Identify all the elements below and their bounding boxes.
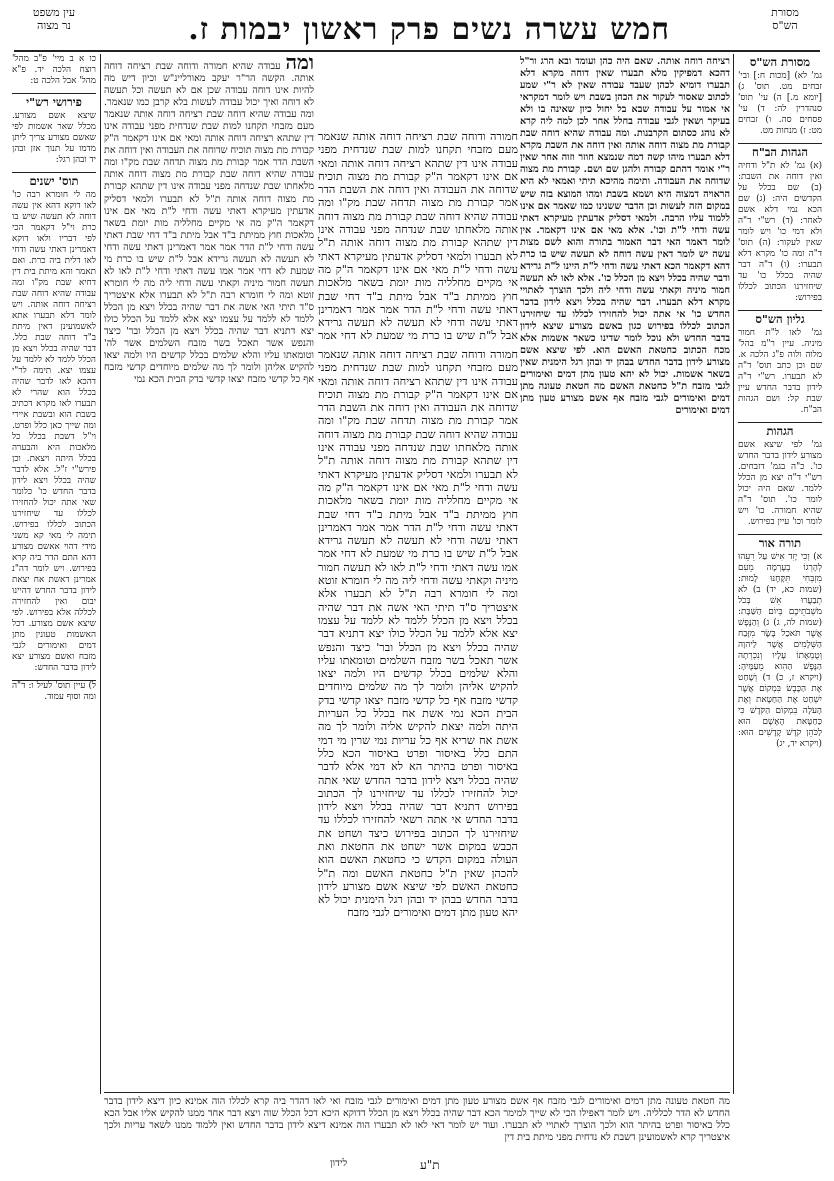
page-marker: ת"ע <box>420 1158 440 1172</box>
torah-or-text: א) וְכִי יָזִד אִישׁ עַל רֵעֵהוּ לְהָרְגוֹ בְעָרְמָה מֵעִם מִזְבְּחִי תִּקָּחֶנּוּ לָמוּת: (שמות כא, יד) ב) לֹא תְבַעֲרוּ אֵשׁ בְּכֹל מֹשְׁבֹתֵיכֶם בְּיוֹם הַשַּׁבָּת: (שמות לה, ג) ג) וְהַנֶּפֶשׁ אֲשֶׁר תֹּאכַל בָּשָׂר מִזֶּבַח הַשְּׁלָמִים אֲשֶׁר לַיהוָה וְטֻמְאָתוֹ עָלָיו וְנִכְרְתָה הַנֶּפֶשׁ הַהִוא מֵעַמֶּיהָ: (ויקרא ז, כ) ד) וְשָׁחַט אֶת הַכֶּבֶשׂ בִּמְקוֹם אֲשֶׁר יִשְׁחַט אֶת הַחַטָּאת וְאֶת הָעֹלָה בִּמְקוֹם הַקֹּדֶשׁ כִּי כַּחַטָּאת הָאָשָׁם הוּא לַכֹּהֵן קֹדֶשׁ קָדָשִׁים הוּא: (ויקרא יד, יג) <box>738 552 822 749</box>
hagahot-text: גמ' לפי שיצא אשם מצורע לידון בדבר החדש כו'. כ"ה בגמ' דזבחים. רש"י ד"ה יצא מן הכלל ללמד. שאם היה יכול לומר כו'. תוס' ד"ה שהיא חמורה. כו' ויש לומר וכו' עיין בפירוש. <box>738 440 822 527</box>
right-margin-rule <box>733 54 734 1094</box>
page-title: חמש עשרה נשים פרק ראשון יבמות ז. <box>188 12 670 47</box>
masoret-label: מסורת הש"ס <box>771 6 799 32</box>
rashi-short-text: שיצא אשם מצורע. מכלל שאר אשמות לפי שאשם מצורע צריך ליתן מדמו על תנוך אזן ובהן יד ובהן רגל: <box>12 111 96 165</box>
catchword: לידון <box>330 1158 348 1169</box>
bottom-rule <box>104 1092 730 1093</box>
rashi-text: עבודה שהיא חמורה ודוחה שבת רציחה דוחה אותה. הקשה הר"ר יעקב מאורליינ"ש וכיון דיש מה להיות אינו דוחה עבודה שכן אם לא תעשה וכל תעשה לא דוחה ואיך יכול עבודה לעשות בלא קרבן כמו שנאמר. ומה עבודה שהיא דוחה שבת רציחה דוחה אותה שנאמר מעם מזבחי תקחנו למות שבת שנדחית מפני עבודה אינו דין שתהא רציחה דוחה אותה ומאי אם אינו דקאמר ה"ק קבורת מת מצוה תוכיח שדוחה את העבודה ואין דוחה את השבת הדר אמר קבורת מת מצוה תדחה שבת מק"ו ומה עבודה שהיא דוחה שבת קבורת מת מצוה דוחה אותה מלאחתו שבת שנדחה מפני עבודה אינו דין שתהא קבורת מת מצוה דוחה אותה ת"ל לא תבערו ולמאי דסליק אדעתין מעיקרא דאתי עשה ודחי ל"ת מאי אם אינו דקאמר ה"ק מה אי מקיים מחלליה מות יומת בשאר מלאכות חוץ ממיתת ב"ד אבל מיתת ב"ד דחי שבת דאתי עשה ודחי ל"ת הדר אמר אמר דאמרינן דאתי עשה ודחי לא תעשה לא תעשה גרידא אבל ל"ת שיש בו כרת מי שמעת לא דחי אמר אמו עשה דאתי ודחי ל"ת לאו לא תעשה חמור מיניה וקאתי עשה ודחי ליה מה לי חומרא זוטא ומה לי חומרא רבה ת"ל לא תבערו אלא איצטריך ס"ד תיתי האי אשה את דבר שהיה בכלל ויצא מן הכלל ללמד לא ללמד על עצמו יצא אלא ללמד על הכלל כולו יצא דתניא דבר שהיה בכלל ויצא מן הכלל ובר' כיצד והנפש אשר תאכל בשר מזבח השלמים אשר לה' וטומאתו עליו והלא שלמים בכלל קדשים היו ולמה יצאו להקיש אליהן ולומר לך מה שלמים מיוחדים קדשי מזבח אף כל קדשי מזבח יצאו קדשי בדק הבית הכא נמי <box>104 61 314 386</box>
torah-or-heading: תורה אור <box>758 536 802 550</box>
page-header <box>14 6 820 52</box>
gilyon-heading: גליון הש"ס <box>755 312 805 326</box>
tosafot-text: רציחה דוחה אותה. שאם היה כהן ועומד ובא הרג ור"ל דהכא דמפיקין מלא תבערו שאין דוחה מקרא דלא תבערו דומיא לכהן שעבד עבודה שאין לא ר"י שמע לכתוב שאסור לעקור את הכהן בשבת ויש לומר דמקראי אי אמור על עבודה שבא בל יחול כיון שאינה בו ולא בעיקר ושאין לגבי עבודה בחלל אחר לכן למה ליה קרא לא נוהג כסתום הקרבנות. ומה עבודה שהיא דוחה שבת קבורת מת מצוה דוחה אותה ואין דוחה את השבת מקרא דלא תבערו מיהו קשה דמה שנמצא חוזר וזוה אחר שאין ר"י אומר דהתם קבורה ולהגן שם ושם. קבורת מת מצוה שדוחה את העבודה. ותימה מהיכא תיתי ואמאי לא היא הראויה דמצוה היא ושמא בשבת ומהו המוצא בזה שיש במקום הזה לעשות וכן הדבר ששנינו כמו שאמר אם אינו ללמוד עליו הרבה. ולמאי דסליק אדעתין מעיקרא דאתי עשה ודחי ל"ת וכו'. אלא מאי אם אינו דקאמר. אין לומר דאמר האי דבר האמור בתורה והוא לשם מצות עשה יש לומר דאין עשה דוחה לא תעשה שיש בו כרת דהא דקאמר הכא דאתי עשה ודחי ל"ת היינו ל"ת גרידא ודבר שהיה בכלל ויצא מן הכלל כו'. אלא לאו לא תעשה חמור מיניה וקאתי עשה ודחי ליה ולכך הוצרך לאתויי מקרא דלא תבערו. דבר שהיה בכלל ויצא לידון בדבר החדש כו' אי אתה יכול להחזירו לכללו עד שיחזירנו הכתוב לכללו בפירוש כגון באשם מצורע שיצא לידון בדבר החדש ולא נוכל לומר שדינו כשאר אשמות אלא מכח הכתוב כחטאת האשם הוא. לפי שיצא אשם מצורע לידון בדבר החדש בבהן יד ובהן רגל הימנית שאין בשאר אשמות. יכול לא יהא טעון מתן דמים ואימורים לגבי מזבח ת"ל כחטאת האשם מה חטאת טעונה מתן דמים ואימורים לגבי מזבח אף אשם מצורע טעון מתן דמים ואימורים <box>520 56 730 417</box>
rashi-column <box>104 56 314 1066</box>
torah-or-box <box>738 534 822 750</box>
bottom-text-body: מה חטאת טעונה מתן דמים ואימורים לגבי מזבח אף אשם מצורע טעון מתן דמים ואימורים לגבי מזבח ואי לאו דהדר ביה קרא לכללו הוה אמינא כיון דיצא לידון בדבר החדש לא הדר לכלליה. ויש לומר דאפילו הכי לא שייך למימר הכא דבר שהיה בכלל ויצא מן הכלל דדוקא היכא דכל הכלל שוה ויצא דבר אחד ממנו להקיש אליו אבל הכא כלל באיסור ופרט בהיתר הוא ולכך הוצרך לאתויי לא תבערו. ועוד יש לומר דאי לאו לא תבערו הוה אמינא דיצא לידון בדבר החדש ואין ללמוד ממנו לשאר עריות ולכך איצטריך קרא לאשמועינן דשבת לא נדחית מפני מיתת בית דין <box>104 1096 730 1144</box>
left-margin <box>12 54 96 1094</box>
masoret-heading: מסורת הש"ס <box>749 55 811 69</box>
gemara-top-text: חמורה ודוחה שבת רציחה דוחה אותה שנאמר מעם מזבחי תקחנו למות שבת שנדחית מפני עבודה אינו דין שתהא רציחה דוחה אותה ומאי אם אינו דקאמר ה"ק קבורת מת מצוה תוכיח שדוחה את העבודה ואין דוחה את השבת הדר אמר קבורת מת מצוה תדחה שבת מק"ו ומה עבודה שהיא דוחה שבת קבורת מת מצוה דוחה אותה מלאחתו שבת שנדחה מפני עבודה אינו דין שתהא קבורת מת מצוה דוחה אותה ת"ל לא תבערו ולמאי דסליק אדעתין מעיקרא דאתי עשה ודחי ל"ת מאי אם אינו דקאמר ה"ק מה אי מקיים מחלליה מות יומת בשאר מלאכות חוץ ממיתת ב"ד אבל מיתת ב"ד דחי שבת דאתי עשה ודחי ל"ת הדר אמר אמר דאמרינן דאתי עשה ודחי לא תעשה לא תעשה גרידא אבל ל"ת שיש בו כרת מי שמעת לא דחי אמר <box>318 130 518 343</box>
masoret-text: גמ' לא) [מכות ח:] ובי' זבחים מט. תוס' ג) [יומא מ.] ה) עי' תוס' סנהדרין לה: ד) עי' פסחים סה. ו) זבחים מט: ז) מנחות מט. <box>738 71 822 136</box>
rashi-opening-word: ומה <box>285 56 314 74</box>
rashi-short-box <box>12 93 96 166</box>
gemara-column <box>318 348 518 1068</box>
bottom-text <box>104 1096 730 1156</box>
rishonim-heading: תוס' ישנים <box>29 174 79 188</box>
haghot-box <box>738 143 822 304</box>
note-box <box>12 680 96 703</box>
hagahot-box <box>738 422 822 528</box>
ein-mishpat-text: כו א ב מיי' פ"ב מהל' רוצח הלכה יד. פ"א מהל' אבל הלכה ט: <box>12 54 96 86</box>
hagahot-heading: הגהות <box>766 424 794 438</box>
rishonim-text: מה לי חומרא רבה כו' לאו דוקא דהא אין עשה דוחה לא תעשה שיש בו כרת וי"ל דקאמר הכי לפי דבריו ולאו דוקא דאמרינן דאתי עשה ודחי לאו דלית ביה כרת. ואם תאמר והא מיתת בית דין דחיא שבת מק"ו ומה עבודה שהיא דוחה שבת רציחה דוחה אותה. ויש לומר דלא תבערו אתא לאשמועינן דאין מיתת ב"ד דוחה שבת כלל. דבר שהיה בכלל ויצא מן הכלל ללמד לא ללמד על עצמו יצא. תימה לר"י דהכא לאו לדבר שהיה בכלל הוא שהרי לא תבערו לאו מקרא דכתיב בשבת הוא ובשבת איירי ומה שייך כאן כלל ופרט. וי"ל דשבת בכלל כל מלאכות היא והבערה בכלל היתה ויצאת. וכן פירש"י ז"ל. אלא לדבר שהיה בכלל ויצא לידון בדבר החדש כו' כלומר שאי אתה יכול להחזירו לכללו עד שיחזירנו הכתוב לכללו בפירוש. תימה לי מאי קא משני מידי דהוי אאשם מצורע דהא התם הדר ביה קרא בפירוש. ויש לומר דה"נ אמרינן דאשת אח יצאת לידון בדבר החדש דהיינו יבום ואין להחזירה לכללה אלא בפירוש. לפי שיצא אשם מצורע. דכל האשמות טעונין מתן דמים ואימורים לגבי מזבח ואשם מצורע יצא לידון בדבר החדש: <box>12 190 96 673</box>
tosafot-column <box>520 56 730 1086</box>
right-margin <box>738 54 822 1084</box>
haghot-heading: הגהות הב"ח <box>752 145 808 159</box>
gilyon-box <box>738 310 822 416</box>
gemara-top <box>318 130 518 344</box>
header-rule <box>14 50 820 52</box>
gemara-text: חמורה ודוחה שבת רציחה דוחה אותה שנאמר מעם מזבחי תקחנו למות שבת שנדחית מפני עבודה אינו דין שתהא רציחה דוחה אותה ומאי אם אינו דקאמר ה"ק קבורת מת מצוה תוכיח שדוחה את העבודה ואין דוחה את השבת הדר אמר קבורת מת מצוה תדחה שבת מק"ו ומה עבודה שהיא דוחה שבת קבורת מת מצוה דוחה אותה מלאחתו שבת שנדחה מפני עבודה אינו דין שתהא קבורת מת מצוה דוחה אותה ת"ל לא תבערו ולמאי דסליק אדעתין מעיקרא דאתי עשה ודחי ל"ת מאי אם אינו דקאמר ה"ק מה אי מקיים מחלליה מות יומת בשאר מלאכות חוץ ממיתת ב"ד אבל מיתת ב"ד דחי שבת דאתי עשה ודחי ל"ת הדר אמר אמר דאמרינן דאתי עשה ודחי לא תעשה לא תעשה גרידא אבל ל"ת שיש בו כרת מי שמעת לא דחי אמר אמו עשה דאתי ודחי ל"ת לאו לא תעשה חמור מיניה וקאתי עשה ודחי ליה מה לי חומרא זוטא ומה לי חומרא רבה ת"ל לא תבערו אלא איצטריך ס"ד תיתי האי אשה את דבר שהיה בכלל ויצא מן הכלל ללמד לא ללמד על עצמו יצא אלא ללמד על הכלל כולו יצא דתניא דבר שהיה בכלל ויצא מן הכלל ובר' כיצד והנפש אשר תאכל בשר מזבח השלמים וטומאתו עליו והלא שלמים בכלל קדשים היו ולמה יצאו להקיש אליהן ולומר לך מה שלמים מיוחדים קדשי מזבח אף כל קדשי מזבח יצאו קדשי בדק הבית הכא נמי אשת אח בכלל כל העריות היתה ולמה יצאת להקיש אליה ולומר לך מה אשת אח שריא אף כל עריות נמי שרין מי דמי התם כלל באיסור ופרט באיסור הכא כלל באיסור ופרט בהיתר הא לא דמי אלא לדבר שהיה בכלל ויצא לידון בדבר החדש שאי אתה יכול להחזירו לכללו עד שיחזירנו לך הכתוב בפירוש דתניא דבר שהיה בכלל ויצא לידון בדבר החדש אי אתה רשאי להחזירו לכללו עד שיחזירנו לך הכתוב בפירוש כיצד ושחט את הכבש במקום אשר ישחט את החטאת ואת העולה במקום הקדש כי כחטאת האשם הוא להכהן שאין ת"ל כחטאת האשם ומה ת"ל כחטאת האשם לפי שיצא אשם מצורע לידון בדבר החדש בבהן יד ובהן רגל הימנית יכול לא יהא טעון מתן דמים ואימורים לגבי מזבח <box>318 348 518 920</box>
rashi-short-heading: פירושי רש"י <box>26 95 82 109</box>
ein-mishpat-label: עין משפט נר מצוה <box>32 6 76 32</box>
left-margin-rule <box>100 54 101 1094</box>
rishonim-box <box>12 172 96 674</box>
haghot-text: (א) גמ' לא ת"ל ודחיה ואין דוחה את השבת: (ב) שם בכלל על הקדשים היה: (ג) שם הכא נמי דלא אשם לאחר: (ד) רש"י ד"ה ולא דמי כו' ויש לומר שאין לעקור: (ה) תוס' ד"ה ומה כו' מקרא דלא תבערו: (ו) ד"ה דבר שהיה בכלל כו' עד שיחזירנו הכתוב לכללו בפירוש: <box>738 161 822 303</box>
gilyon-text: גמ' לאו ל"ת חמור מיניה. עיין ר"מ בהל' מלוה ולוה פ"ג הלכה א. שם וכן כתב תוס' ד"ה לא תבערו. רש"י ד"ה לידון בדבר החדש עיין שבת קל: ושם הגהות הב"ח. <box>738 328 822 415</box>
note-text: ל) עיין תוס' לעיל ו: ד"ה ומה וסוף עמוד. <box>12 681 96 702</box>
